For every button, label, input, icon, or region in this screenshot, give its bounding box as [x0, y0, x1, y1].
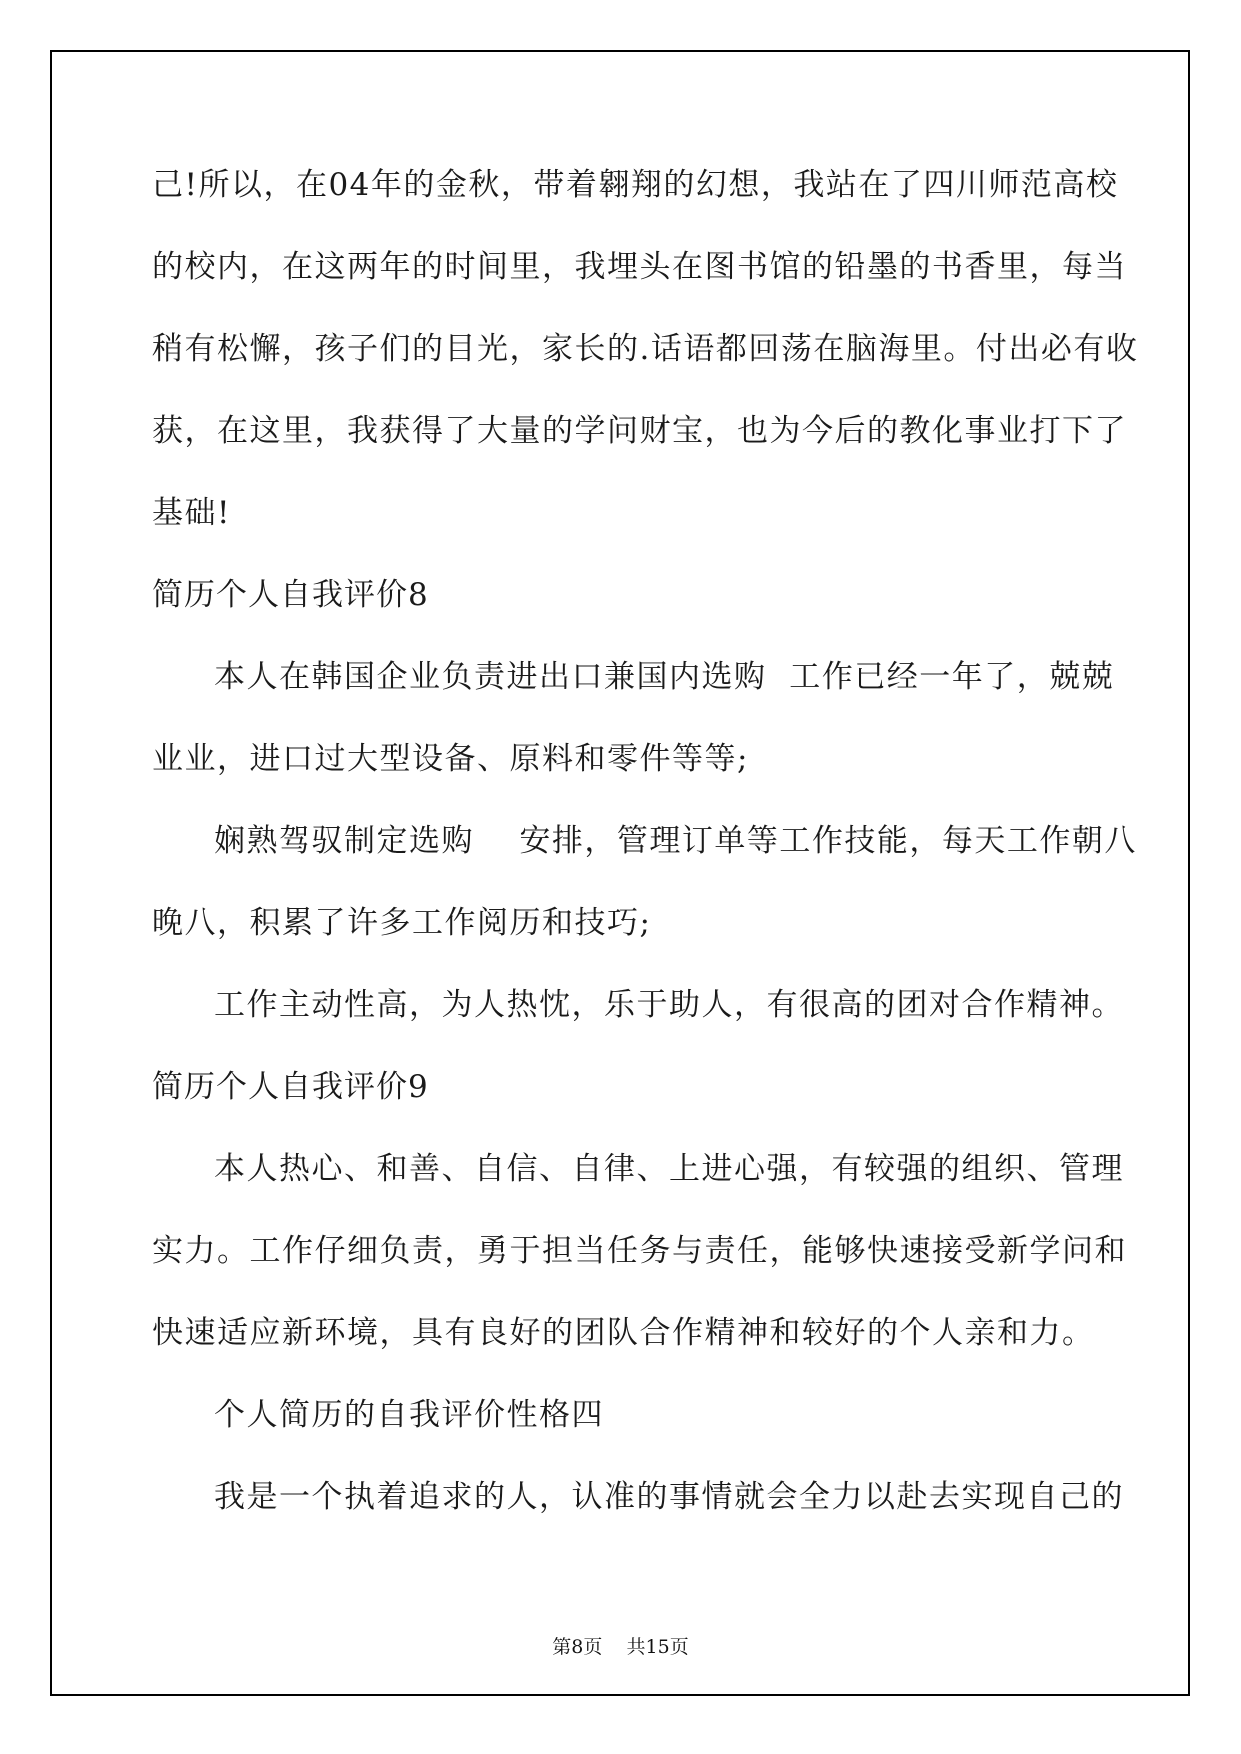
text-line: 本人在韩国企业负责进出口兼国内选购 工作已经一年了，兢兢: [214, 659, 1115, 695]
subsection-heading: 个人简历的自我评价性格四: [214, 1397, 604, 1433]
section-heading: 简历个人自我评价9: [152, 1069, 429, 1105]
text-line: 的校内，在这两年的时间里，我埋头在图书馆的铅墨的书香里，每当: [152, 249, 1127, 285]
text-line: 工作主动性高，为人热忱，乐于助人，有很高的团对合作精神。: [214, 987, 1124, 1023]
section-heading: 简历个人自我评价8: [152, 577, 429, 613]
text-line: 稍有松懈，孩子们的目光，家长的.话语都回荡在脑海里。付出必有收: [152, 331, 1139, 367]
text-line: 实力。工作仔细负责，勇于担当任务与责任，能够快速接受新学问和: [152, 1233, 1127, 1269]
text-line: 本人热心、和善、自信、自律、上进心强，有较强的组织、管理: [214, 1151, 1124, 1187]
text-line: 己!所以，在04年的金秋，带着翱翔的幻想，我站在了四川师范高校: [152, 167, 1119, 203]
text-line: 基础!: [152, 495, 231, 531]
text-line: 晚八，积累了许多工作阅历和技巧;: [152, 905, 652, 941]
text-line: 我是一个执着追求的人，认准的事情就会全力以赴去实现自己的: [214, 1479, 1124, 1515]
page-number: 第8页 共15页: [552, 1636, 689, 1658]
text-line: 快速适应新环境，具有良好的团队合作精神和较好的个人亲和力。: [152, 1315, 1095, 1351]
text-line: 娴熟驾驭制定选购 安排，管理订单等工作技能，每天工作朝八: [214, 823, 1137, 859]
text-line: 获，在这里，我获得了大量的学问财宝，也为今后的教化事业打下了: [152, 413, 1127, 449]
text-line: 业业，进口过大型设备、原料和零件等等;: [152, 741, 749, 777]
document-body: [152, 162, 1139, 1556]
